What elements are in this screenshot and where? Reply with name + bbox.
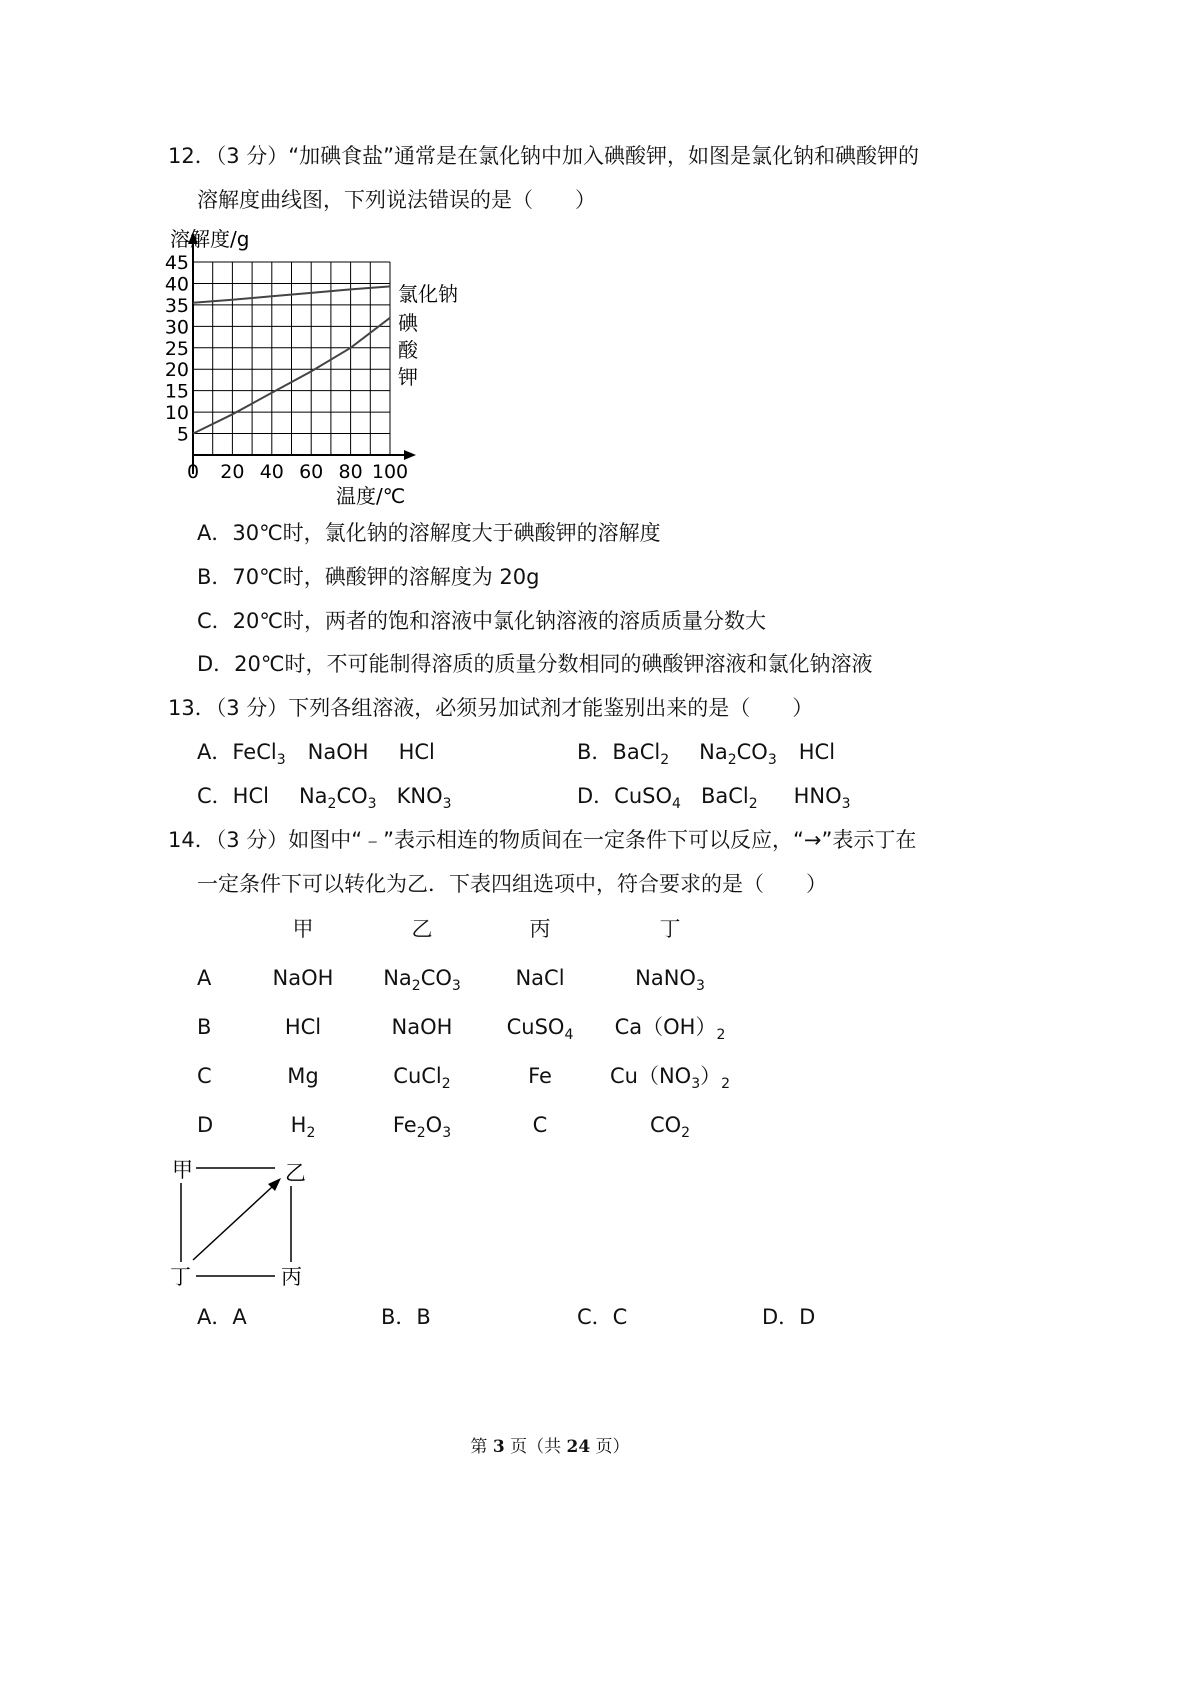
q14-stem-line1: 14．（3 分）如图中“﹣”表示相连的物质间在一定条件下可以反应，“→”表示丁在 bbox=[168, 828, 917, 852]
table-row-label: D bbox=[197, 1113, 214, 1137]
q12-option-d[interactable]: D．20℃时，不可能制得溶质的质量分数相同的碘酸钾溶液和氯化钠溶液 bbox=[197, 652, 873, 676]
q14-option-b[interactable]: B．B bbox=[381, 1305, 431, 1329]
option-letter: D． bbox=[577, 784, 615, 808]
q14-stem-line2: 一定条件下可以转化为乙．下表四组选项中，符合要求的是（ ） bbox=[197, 872, 827, 896]
formula-bacl2: BaCl$_2$ bbox=[612, 740, 670, 768]
y-tick-label: 25 bbox=[164, 337, 189, 360]
y-tick-label: 35 bbox=[164, 294, 189, 317]
q12-option-b[interactable]: B．70℃时，碘酸钾的溶解度为 20g bbox=[197, 565, 540, 589]
option-letter: C． bbox=[197, 784, 233, 808]
x-tick-label: 60 bbox=[299, 461, 324, 483]
table-row-label: A bbox=[197, 966, 212, 990]
formula-hcl: HCl bbox=[398, 740, 435, 764]
table-cell: $Na_2CO_3$ bbox=[383, 966, 461, 994]
table-header-bing: 丙 bbox=[529, 917, 551, 941]
formula-naoh: NaOH bbox=[307, 740, 369, 764]
formula-hno3: $HNO_3$ bbox=[793, 784, 851, 812]
q13-option-c[interactable] bbox=[197, 781, 452, 811]
q14-option-d[interactable]: D．D bbox=[762, 1305, 816, 1329]
page-number: 3 bbox=[492, 1437, 505, 1457]
y-tick-label: 10 bbox=[164, 402, 189, 425]
q12-option-c[interactable]: C．20℃时，两者的饱和溶液中氯化钠溶液的溶质质量分数大 bbox=[197, 609, 766, 633]
series-label-kio3-1: 碘 bbox=[398, 311, 418, 335]
table-cell: NaCl bbox=[515, 966, 565, 990]
table-cell: $H_2$ bbox=[290, 1113, 316, 1141]
table-row-label: B bbox=[197, 1015, 212, 1039]
diagram-node-bing: 丙 bbox=[281, 1265, 302, 1289]
table-cell: Fe bbox=[528, 1064, 552, 1088]
y-tick-label: 15 bbox=[164, 380, 189, 403]
x-tick-label: 0 bbox=[186, 461, 200, 483]
table-header-yi: 乙 bbox=[411, 917, 433, 941]
diagram-node-ding: 丁 bbox=[170, 1265, 191, 1289]
q12-stem-line1: 12．（3 分）“加碘食盐”通常是在氯化钠中加入碘酸钾，如图是氯化钠和碘酸钾的 bbox=[168, 144, 920, 168]
x-tick-label: 20 bbox=[220, 461, 245, 483]
y-tick-label: 5 bbox=[176, 423, 189, 446]
table-cell: $Fe_2O_3$ bbox=[392, 1113, 452, 1141]
table-cell: HCl bbox=[284, 1015, 322, 1039]
formula-na2co3: $Na_2CO_3$ bbox=[298, 784, 377, 812]
chart-axes bbox=[188, 232, 416, 474]
series-label-kio3-2: 酸 bbox=[398, 338, 418, 362]
arrow-ding-to-yi bbox=[193, 1187, 272, 1260]
chart-xlabel: 温度/℃ bbox=[336, 484, 406, 508]
table-cell: NaOH bbox=[272, 966, 334, 990]
table-cell: C bbox=[532, 1113, 548, 1137]
y-tick-label: 40 bbox=[164, 273, 189, 296]
q13-option-b[interactable] bbox=[577, 737, 835, 767]
x-tick-label: 100 bbox=[371, 461, 409, 483]
y-tick-label: 30 bbox=[164, 316, 189, 339]
formula-na2co3: $Na_2CO_3$ bbox=[699, 740, 777, 768]
table-cell: NaOH bbox=[391, 1015, 453, 1039]
relation-diagram bbox=[160, 1150, 320, 1290]
table-cell: CuCl$_2$ bbox=[393, 1064, 451, 1092]
table-cell: Mg bbox=[287, 1064, 319, 1088]
x-tick-label: 40 bbox=[259, 461, 284, 483]
chart-grid bbox=[193, 262, 390, 455]
page-total: 24 bbox=[566, 1437, 591, 1457]
page-footer: 第 3 页（共 24 页） bbox=[470, 1437, 630, 1457]
q13-option-d[interactable] bbox=[577, 781, 851, 811]
table-cell: NaNO$_3$ bbox=[635, 966, 705, 994]
series-label-nacl: 氯化钠 bbox=[398, 282, 458, 306]
table-cell: $Cu(NO_3)_2$ bbox=[609, 1064, 731, 1092]
formula-hcl: HCl bbox=[232, 784, 269, 808]
table-header-ding: 丁 bbox=[659, 917, 681, 941]
x-axis-arrow bbox=[404, 450, 416, 460]
table-row-label: C bbox=[197, 1064, 212, 1088]
option-letter: A． bbox=[197, 740, 233, 764]
q12-option-a[interactable]: A．30℃时，氯化钠的溶解度大于碘酸钾的溶解度 bbox=[197, 521, 661, 545]
formula-fecl3: FeCl$_3$ bbox=[232, 740, 286, 768]
formula-bacl2: BaCl$_2$ bbox=[700, 784, 758, 812]
table-cell: $Ca(OH)_2$ bbox=[614, 1015, 726, 1043]
diagram-node-jia: 甲 bbox=[172, 1158, 193, 1182]
y-tick-label: 20 bbox=[164, 359, 189, 382]
diagram-node-yi: 乙 bbox=[285, 1161, 306, 1185]
q13-stem: 13．（3 分）下列各组溶液，必须另加试剂才能鉴别出来的是（ ） bbox=[168, 696, 814, 720]
x-tick-label: 80 bbox=[338, 461, 363, 483]
q13-option-a[interactable] bbox=[197, 737, 435, 767]
table-cell: $CO_2$ bbox=[649, 1113, 691, 1141]
formula-kno3: $KNO_3$ bbox=[396, 784, 452, 812]
y-tick-label: 45 bbox=[164, 252, 189, 274]
table-cell: CuSO$_4$ bbox=[506, 1015, 574, 1043]
option-letter: B． bbox=[577, 740, 613, 764]
q14-option-c[interactable]: C．C bbox=[577, 1305, 628, 1329]
chart-ylabel: 溶解度/g bbox=[170, 227, 250, 251]
solubility-chart bbox=[160, 222, 480, 512]
table-header-jia: 甲 bbox=[292, 917, 314, 941]
series-label-kio3-3: 钾 bbox=[398, 365, 418, 389]
formula-cuso4: CuSO$_4$ bbox=[614, 784, 681, 812]
q12-stem-line2: 溶解度曲线图，下列说法错误的是（ ） bbox=[197, 188, 596, 212]
q14-option-a[interactable]: A．A bbox=[197, 1305, 247, 1329]
formula-hcl: HCl bbox=[798, 740, 836, 764]
